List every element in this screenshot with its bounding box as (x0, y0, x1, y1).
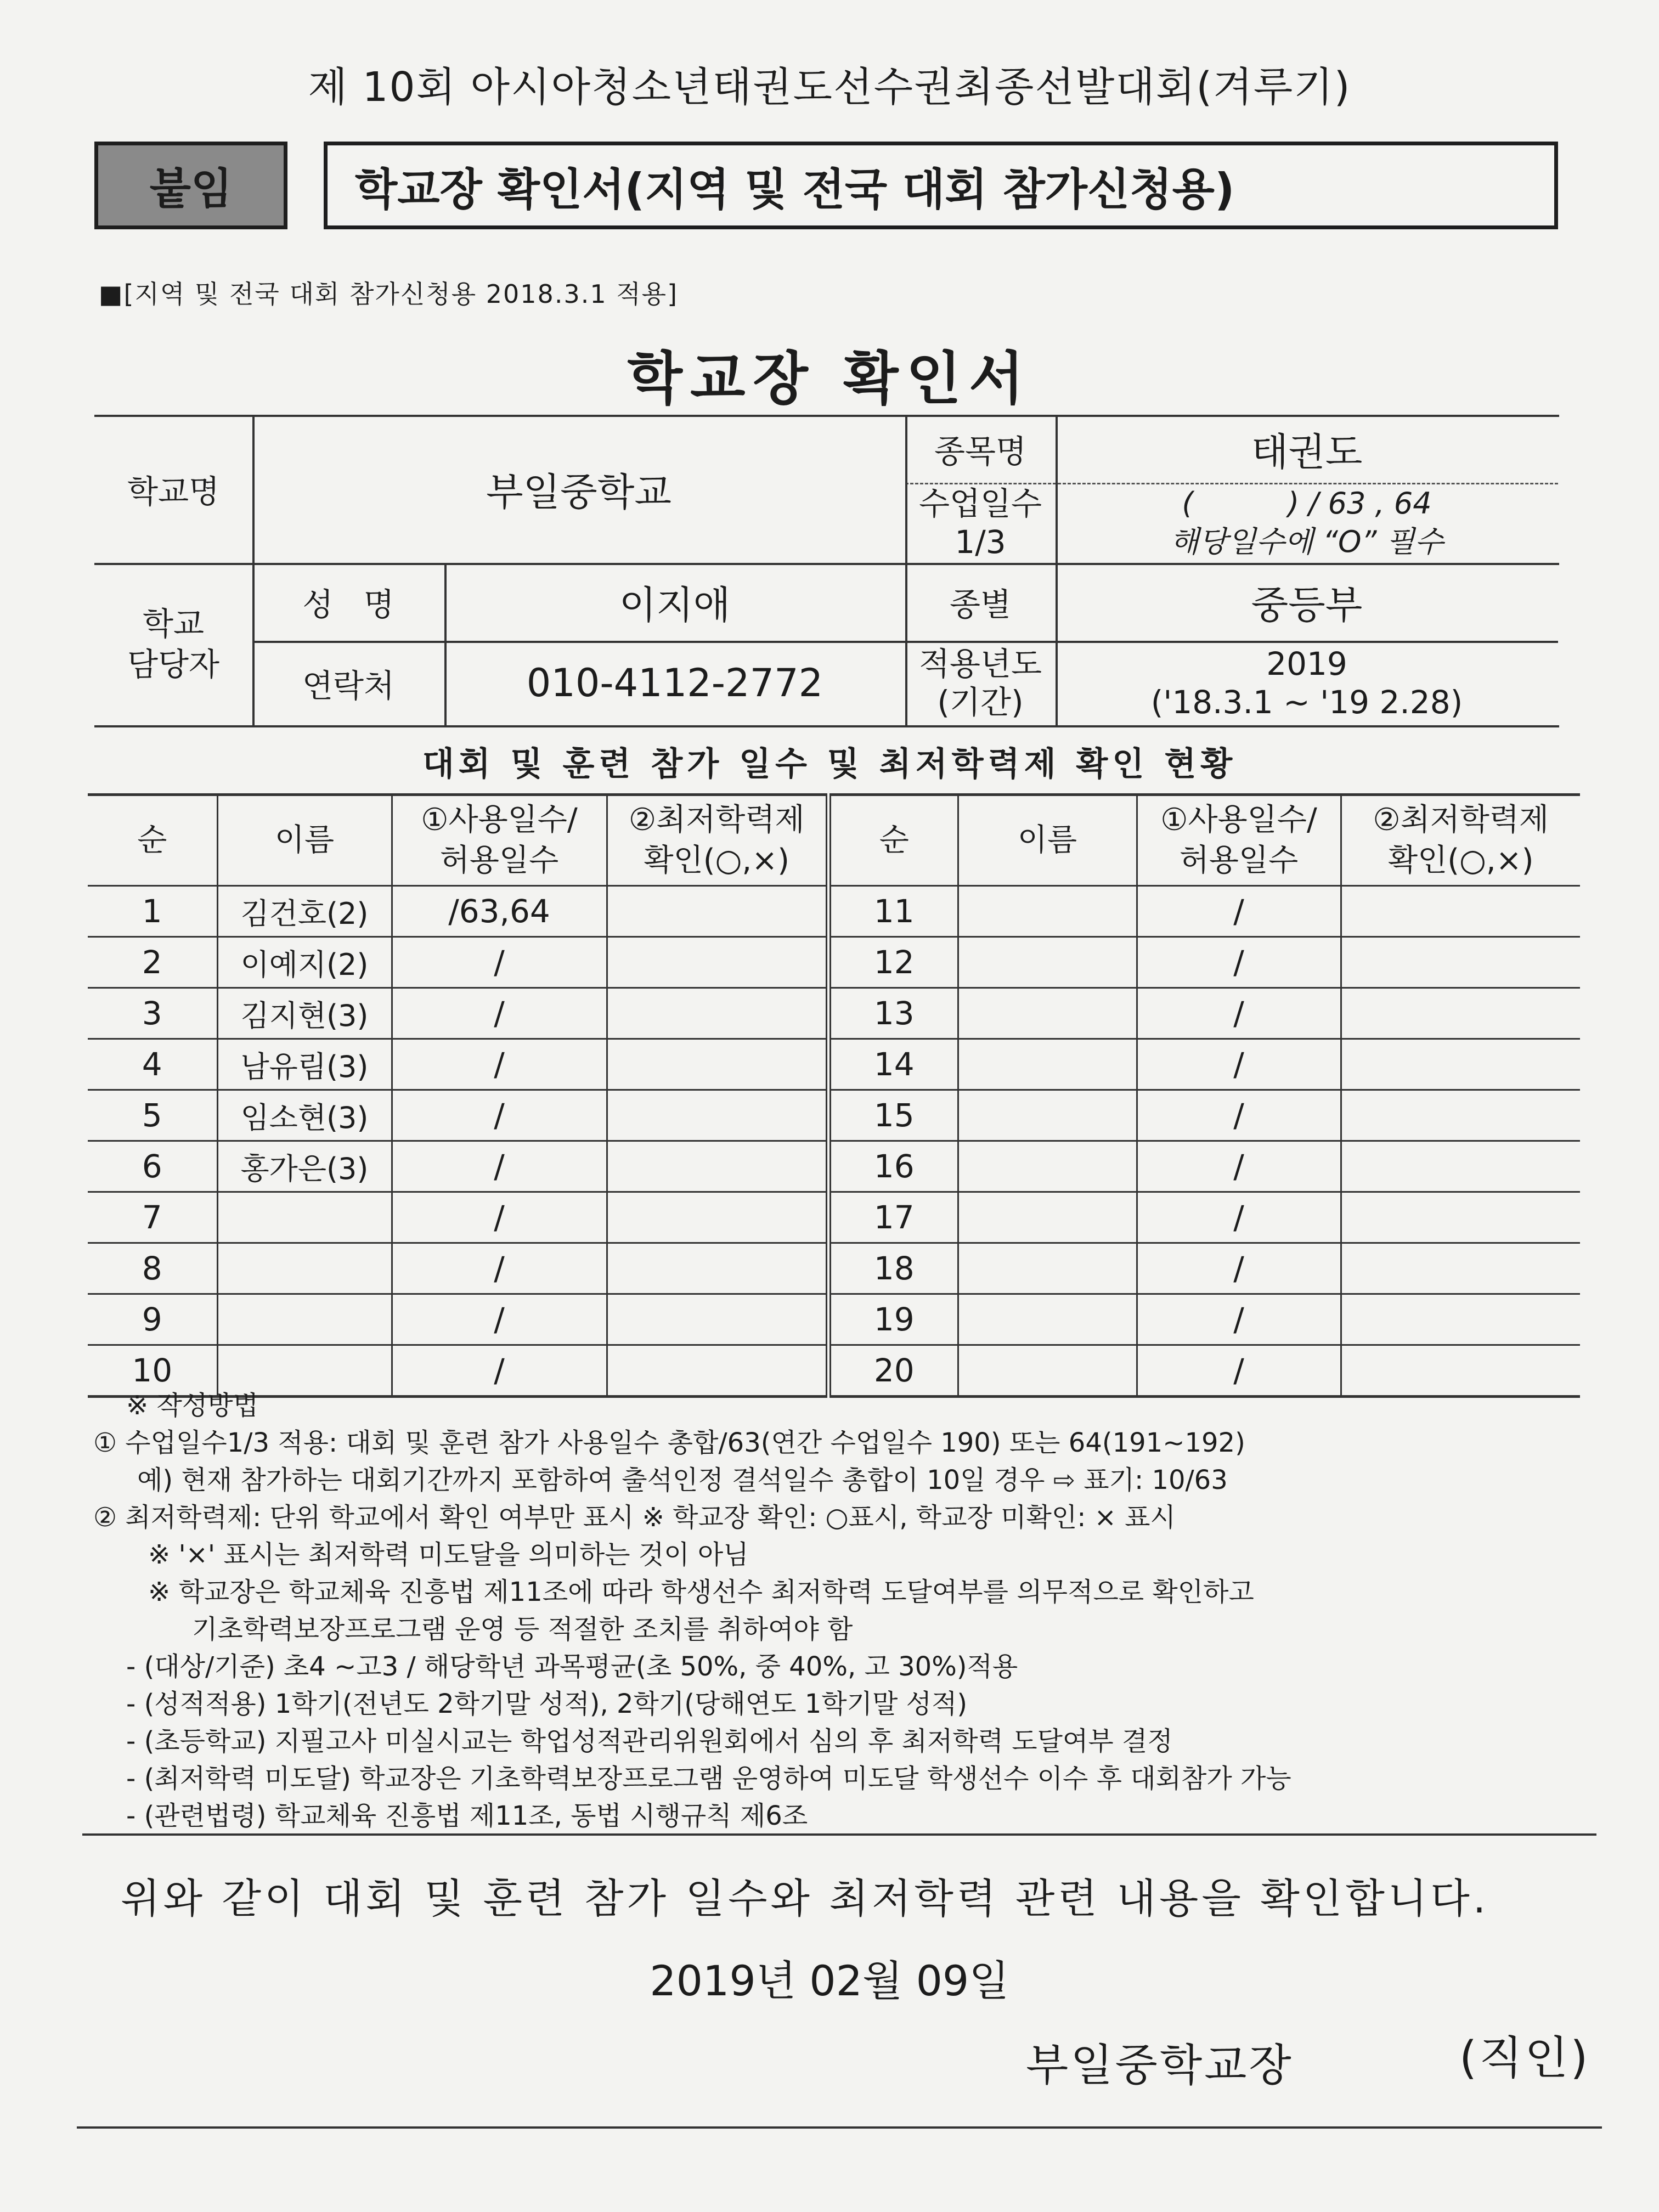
row-days: / (392, 937, 607, 988)
row-no: 7 (88, 1192, 217, 1243)
document-title: 학교장 확인서 (627, 345, 1032, 412)
row-check (1341, 1243, 1580, 1294)
row-no: 12 (828, 937, 958, 988)
row-no: 16 (828, 1141, 958, 1192)
table-row (88, 1294, 1580, 1345)
row-check (1341, 1090, 1580, 1141)
row-check (607, 886, 828, 937)
row-days: /63,64 (392, 886, 607, 937)
participation-table (88, 793, 1580, 1398)
year-value (1056, 641, 1558, 725)
row-no: 17 (828, 1192, 958, 1243)
row-name (958, 1039, 1137, 1090)
row-days: / (1137, 1243, 1341, 1294)
instruction-1: ① 수업일수1/3 적용: 대회 및 훈련 참가 사용일수 총합/63(연간 수업일수 190) 또는 64(191~192) (93, 1427, 1245, 1458)
header-title: 학교장 확인서(지역 및 전국 대회 참가신청용) (324, 142, 1558, 229)
row-check (607, 1141, 828, 1192)
header-check-line-2: 확인(○,×) (1388, 843, 1534, 878)
row-no: 15 (828, 1090, 958, 1141)
person-name: 이지애 (619, 582, 731, 628)
instructions (93, 1387, 1596, 1835)
row-days: / (392, 988, 607, 1039)
phone-value: 010-4112-2772 (526, 661, 823, 706)
row-name: 남유림(3) (217, 1039, 392, 1090)
header-check (1341, 795, 1580, 886)
row-name: 김건호(2) (217, 886, 392, 937)
row-name (958, 937, 1137, 988)
instruction-2-note-b: ※ 학교장은 학교체육 진흥법 제11조에 따라 학생선수 최저학력 도달여부를 의무적으로 확인하고 (148, 1577, 1254, 1607)
row-check (1341, 988, 1580, 1039)
row-no: 3 (88, 988, 217, 1039)
row-name: 이예지(2) (217, 937, 392, 988)
confirmation-statement: 위와 같이 대회 및 훈련 참가 일수와 최저학력 관련 내용을 확인합니다. (121, 1875, 1489, 1922)
row-days: / (1137, 1090, 1341, 1141)
school-name: 부일중학교 (486, 469, 672, 515)
instruction-2: ② 최저학력제: 단위 학교에서 확인 여부만 표시 ※ 학교장 확인: ○표시, 학교장 미확인: × 표시 (93, 1502, 1176, 1533)
period: ('18.3.1 ~ '19 2.28) (1150, 684, 1463, 721)
signature-date: 2019년 02월 09일 (650, 1956, 1009, 2005)
principal-signature: 부일중학교장 (1026, 2040, 1294, 2091)
header-days-line-2: 허용일수 (1179, 843, 1299, 878)
row-days: / (1137, 1345, 1341, 1397)
row-check (607, 1039, 828, 1090)
header-check-line-1: ②최저학력제 (628, 802, 805, 838)
row-days: / (392, 1243, 607, 1294)
table-row (88, 1243, 1580, 1294)
table-row (88, 1039, 1580, 1090)
row-name: 임소현(3) (217, 1090, 392, 1141)
contact-person-label: 학교 담당자 (127, 605, 220, 683)
row-name: 김지현(3) (217, 988, 392, 1039)
bottom-divider (77, 2126, 1602, 2129)
header-days-line-1: ①사용일수/ (1160, 802, 1317, 838)
row-no: 14 (828, 1039, 958, 1090)
row-no: 2 (88, 937, 217, 988)
detail-target: - (대상/기준) 초4 ~고3 / 해당학년 과목평균(초 50%, 중 40%, 고 30%)적용 (126, 1651, 1018, 1682)
row-no: 18 (828, 1243, 958, 1294)
row-days: / (392, 1192, 607, 1243)
row-name (217, 1192, 392, 1243)
row-days: / (392, 1294, 607, 1345)
header-days (1137, 795, 1341, 886)
row-name (958, 1141, 1137, 1192)
header-days (392, 795, 607, 886)
grid-line (94, 725, 1559, 727)
header-days-line-1: ①사용일수/ (421, 802, 578, 838)
row-no: 13 (828, 988, 958, 1039)
table-row (88, 1192, 1580, 1243)
row-check (607, 937, 828, 988)
row-check (1341, 1294, 1580, 1345)
year-label-line-2: (기간) (937, 684, 1024, 721)
sport-value: 태권도 (1251, 429, 1363, 475)
row-no: 9 (88, 1294, 217, 1345)
division-value: 중등부 (1251, 582, 1363, 628)
table-row (88, 988, 1580, 1039)
row-no: 1 (88, 886, 217, 937)
row-no: 4 (88, 1039, 217, 1090)
row-name (958, 1294, 1137, 1345)
year-label-line-1: 적용년도 (918, 645, 1042, 682)
row-name (958, 988, 1137, 1039)
detail-law: - (관련법령) 학교체육 진흥법 제11조, 동법 시행규칙 제6조 (126, 1801, 808, 1831)
detail-not-reached: - (최저학력 미도달) 학교장은 기초학력보장프로그램 운영하여 미도달 학생선수 이수 후 대회참가 가능 (126, 1763, 1291, 1794)
year: 2019 (1266, 645, 1347, 682)
row-no: 8 (88, 1243, 217, 1294)
sport-label: 종목명 (934, 433, 1027, 470)
row-no: 11 (828, 886, 958, 937)
row-days: / (1137, 1192, 1341, 1243)
division-label: 종별 (949, 586, 1012, 623)
row-check (607, 988, 828, 1039)
row-days: / (1137, 937, 1341, 988)
row-check (1341, 1192, 1580, 1243)
row-name (958, 1192, 1137, 1243)
class-days-label-line-1: 수업일수 (918, 485, 1042, 522)
class-days-label-line-2: 1/3 (955, 523, 1006, 561)
header-days-line-2: 허용일수 (439, 843, 559, 878)
row-name (958, 886, 1137, 937)
row-no: 6 (88, 1141, 217, 1192)
row-days: / (392, 1090, 607, 1141)
row-name: 홍가은(3) (217, 1141, 392, 1192)
table-row (88, 1141, 1580, 1192)
school-name-label: 학교명 (127, 473, 220, 510)
detail-elementary: - (초등학교) 지필고사 미실시교는 학업성적관리위원회에서 심의 후 최저학력 도달여부 결정 (126, 1726, 1173, 1757)
header-name: 이름 (958, 795, 1137, 886)
row-name (217, 1243, 392, 1294)
official-seal: (직인) (1459, 2032, 1590, 2084)
row-check (1341, 1039, 1580, 1090)
header-check (607, 795, 828, 886)
row-no: 5 (88, 1090, 217, 1141)
status-title: 대회 및 훈련 참가 일수 및 최저학력제 확인 현황 (422, 745, 1237, 783)
header-no: 순 (828, 795, 958, 886)
class-days-fraction: ( ) / 63 , 64 (1182, 486, 1432, 521)
row-no: 20 (828, 1345, 958, 1397)
instruction-1-example: 예) 현재 참가하는 대회기간까지 포함하여 출석인정 결석일수 총합이 10일 경우 ⇨ 표기: 10/63 (137, 1465, 1228, 1496)
class-days-value (1056, 483, 1558, 563)
row-check (607, 1192, 828, 1243)
table-header-row (88, 795, 1580, 886)
instructions-heading: ※ 작성방법 (126, 1390, 258, 1421)
instruction-2-note-b-cont: 기초학력보장프로그램 운영 등 적절한 조치를 취하여야 함 (192, 1614, 853, 1645)
row-check (1341, 886, 1580, 937)
row-check (607, 1090, 828, 1141)
row-check (607, 1294, 828, 1345)
header-name: 이름 (217, 795, 392, 886)
row-check (1341, 1141, 1580, 1192)
row-no: 10 (88, 1345, 217, 1397)
table-row (88, 886, 1580, 937)
table-row (88, 937, 1580, 988)
row-days: / (392, 1039, 607, 1090)
header-check-line-1: ②최저학력제 (1373, 802, 1549, 838)
class-days-note: 해당일수에 “O” 필수 (1170, 524, 1443, 559)
row-days: / (1137, 886, 1341, 937)
instruction-2-note-a: ※ '×' 표시는 최저학력 미도달을 의미하는 것이 아님 (148, 1539, 749, 1570)
row-name (217, 1294, 392, 1345)
row-days: / (392, 1141, 607, 1192)
row-days: / (1137, 988, 1341, 1039)
phone-label: 연락처 (302, 667, 395, 704)
person-name-label: 성 명 (302, 586, 394, 623)
scope-note: ■[지역 및 전국 대회 참가신청용 2018.3.1 적용] (99, 279, 679, 309)
attachment-label: 붙임 (94, 142, 287, 229)
row-days: / (1137, 1039, 1341, 1090)
competition-title: 제 10회 아시아청소년태권도선수권최종선발대회(겨루기) (308, 64, 1351, 111)
class-days-label (905, 483, 1056, 563)
row-no: 19 (828, 1294, 958, 1345)
row-days: / (1137, 1141, 1341, 1192)
divider (82, 1833, 1596, 1836)
row-name (958, 1243, 1137, 1294)
row-name (958, 1090, 1137, 1141)
row-days: / (392, 1345, 607, 1397)
year-label (905, 641, 1056, 725)
header-check-line-2: 확인(○,×) (644, 843, 789, 878)
detail-grades: - (성적적용) 1학기(전년도 2학기말 성적), 2학기(당해연도 1학기말 성적) (126, 1689, 968, 1719)
row-check (1341, 937, 1580, 988)
row-days: / (1137, 1294, 1341, 1345)
table-row (88, 1090, 1580, 1141)
row-check (607, 1243, 828, 1294)
header-no: 순 (88, 795, 217, 886)
